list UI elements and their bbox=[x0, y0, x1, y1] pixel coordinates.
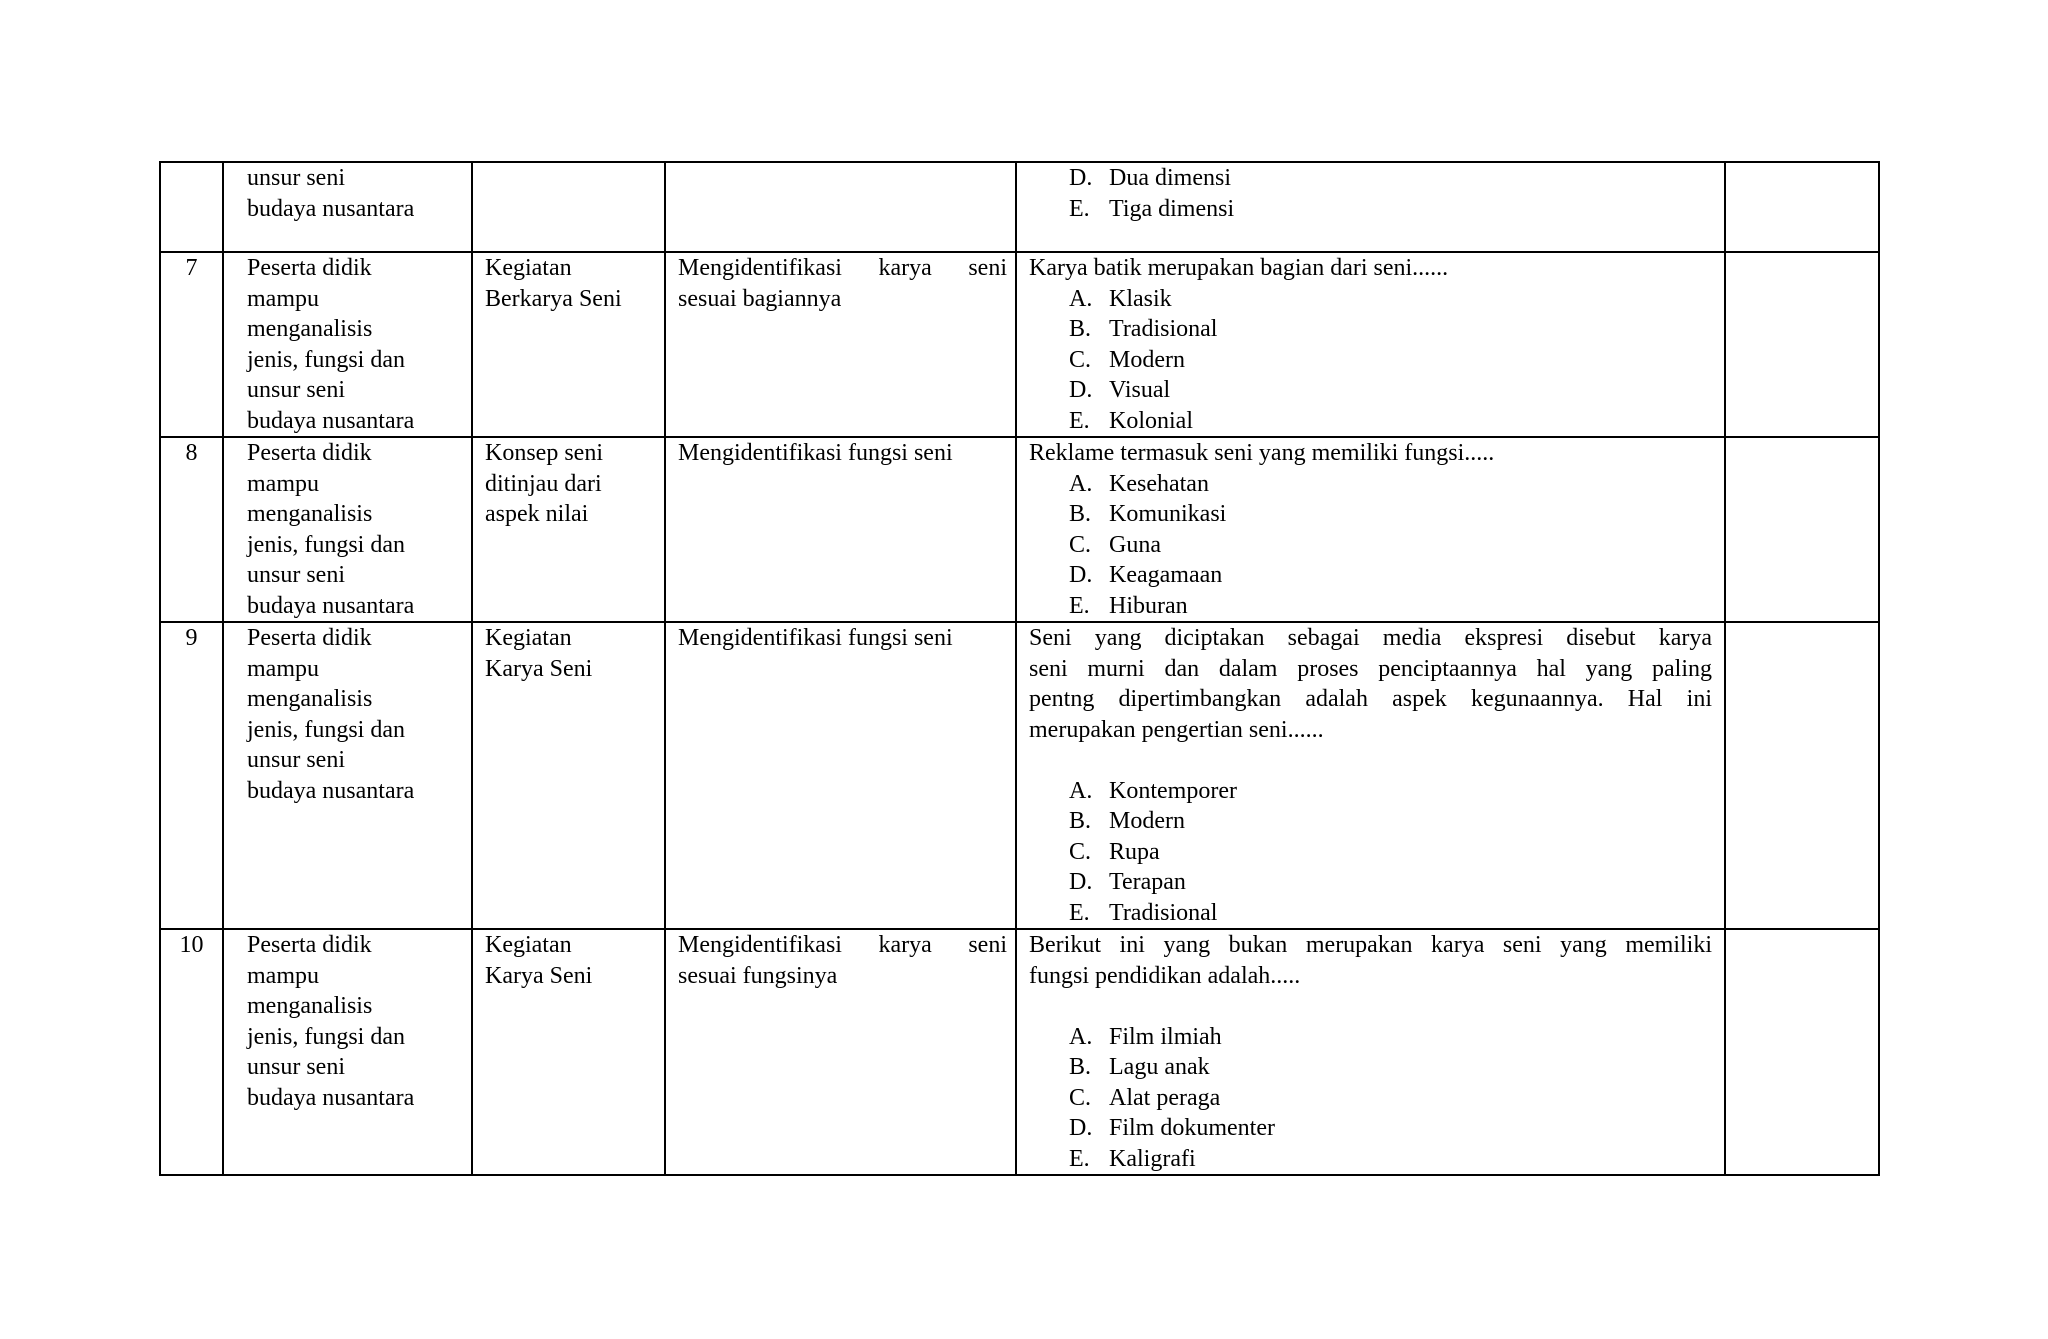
answer-option-text: Kontemporer bbox=[1109, 777, 1237, 804]
answer-option-text: Visual bbox=[1109, 377, 1171, 403]
indicator-text-line: Mengidentifikasi fungsi seni bbox=[678, 625, 953, 651]
answer-option-letter: D. bbox=[1069, 1115, 1093, 1141]
competency-text-line: mampu bbox=[247, 470, 319, 497]
competency-text-line: unsur seni bbox=[247, 562, 345, 588]
question-cell bbox=[1016, 929, 1725, 1175]
question-text-line: Seni yang diciptakan sebagai media ekspresi disebut karya bbox=[1029, 625, 1712, 651]
answer-option bbox=[1069, 1052, 1712, 1083]
answer-option-text: Modern bbox=[1109, 808, 1185, 834]
answer-option bbox=[1069, 591, 1712, 622]
material-cell bbox=[472, 929, 665, 1175]
answer-option bbox=[1069, 898, 1712, 929]
competency-text-line: Peserta didik bbox=[247, 255, 372, 281]
question-number-cell bbox=[160, 162, 223, 252]
competency-text-line: Peserta didik bbox=[247, 440, 372, 466]
answer-option bbox=[1069, 499, 1712, 530]
answer-option-letter: A. bbox=[1069, 285, 1093, 312]
answer-option-letter: D. bbox=[1069, 869, 1093, 895]
competency-text-line: jenis, fungsi dan bbox=[247, 716, 405, 743]
indicator-text-line: sesuai fungsinya bbox=[678, 962, 838, 989]
answer-option-text: Terapan bbox=[1109, 869, 1186, 895]
indicator-text-line: sesuai bagiannya bbox=[678, 285, 842, 312]
question-text-line: pentng dipertimbangkan adalah aspek kegunaannya. Hal ini bbox=[1029, 686, 1712, 712]
answer-option-letter: A. bbox=[1069, 777, 1093, 804]
competency-text-line: jenis, fungsi dan bbox=[247, 346, 405, 373]
answer-option bbox=[1069, 406, 1712, 437]
competency-text-line: mampu bbox=[247, 962, 319, 989]
question-text-line: seni murni dan dalam proses penciptaannya hal yang paling bbox=[1029, 655, 1712, 682]
question-row bbox=[160, 622, 1879, 929]
question-row bbox=[160, 437, 1879, 622]
competency-text-line: jenis, fungsi dan bbox=[247, 531, 405, 558]
question-cell bbox=[1016, 437, 1725, 622]
notes-cell bbox=[1725, 622, 1879, 929]
answer-option bbox=[1069, 345, 1712, 376]
answer-options-list bbox=[1069, 284, 1712, 437]
indicator-cell bbox=[665, 929, 1016, 1175]
answer-option bbox=[1069, 375, 1712, 406]
answer-option-text: Tradisional bbox=[1109, 316, 1218, 342]
material-cell bbox=[472, 437, 665, 622]
competency-cell bbox=[223, 929, 472, 1175]
answer-option-letter: E. bbox=[1069, 592, 1090, 619]
answer-option bbox=[1069, 469, 1712, 500]
material-text-line: Konsep seni bbox=[485, 440, 603, 466]
question-row bbox=[160, 252, 1879, 437]
competency-text-line: unsur seni bbox=[247, 747, 345, 773]
answer-option-text: Keagamaan bbox=[1109, 562, 1223, 588]
answer-option-letter: C. bbox=[1069, 531, 1092, 558]
competency-text-line: unsur seni bbox=[247, 377, 345, 403]
answer-option-letter: E. bbox=[1069, 899, 1090, 926]
answer-option-text: Tiga dimensi bbox=[1109, 195, 1235, 222]
competency-cell bbox=[223, 162, 472, 252]
notes-cell bbox=[1725, 252, 1879, 437]
indicator-text-line: Mengidentifikasi karya seni bbox=[678, 932, 1007, 958]
competency-text-line: unsur seni bbox=[247, 165, 345, 191]
answer-option-letter: E. bbox=[1069, 407, 1090, 434]
answer-option-letter: A. bbox=[1069, 470, 1093, 497]
answer-option-letter: B. bbox=[1069, 501, 1092, 527]
answer-options-list bbox=[1069, 1022, 1712, 1175]
material-text-line: aspek nilai bbox=[485, 501, 589, 527]
spacer bbox=[1029, 745, 1712, 776]
indicator-cell bbox=[665, 622, 1016, 929]
answer-option bbox=[1069, 314, 1712, 345]
question-text-line: merupakan pengertian seni...... bbox=[1029, 716, 1324, 743]
question-cell bbox=[1016, 252, 1725, 437]
competency-text-line: budaya nusantara bbox=[247, 777, 415, 804]
answer-option bbox=[1069, 1144, 1712, 1175]
answer-option-text: Alat peraga bbox=[1109, 1084, 1221, 1111]
indicator-text-line: Mengidentifikasi fungsi seni bbox=[678, 440, 953, 466]
competency-text-line: menganalisis bbox=[247, 686, 373, 712]
material-cell bbox=[472, 162, 665, 252]
notes-cell bbox=[1725, 162, 1879, 252]
competency-text-line: jenis, fungsi dan bbox=[247, 1023, 405, 1050]
answer-options-list bbox=[1069, 776, 1712, 929]
question-number-cell bbox=[160, 252, 223, 437]
answer-option-text: Klasik bbox=[1109, 285, 1172, 312]
question-cell bbox=[1016, 162, 1725, 252]
question-row bbox=[160, 929, 1879, 1175]
indicator-cell bbox=[665, 437, 1016, 622]
competency-cell bbox=[223, 252, 472, 437]
notes-cell bbox=[1725, 929, 1879, 1175]
material-text-line: Kegiatan bbox=[485, 255, 572, 281]
answer-option bbox=[1069, 837, 1712, 868]
material-text-line: ditinjau dari bbox=[485, 470, 602, 497]
answer-option bbox=[1069, 1083, 1712, 1114]
answer-option bbox=[1069, 1022, 1712, 1053]
question-number: 8 bbox=[185, 440, 198, 466]
answer-option bbox=[1069, 776, 1712, 807]
answer-option-letter: D. bbox=[1069, 562, 1093, 588]
answer-option-text: Dua dimensi bbox=[1109, 165, 1231, 191]
question-number: 9 bbox=[185, 625, 198, 651]
spacer bbox=[1029, 991, 1712, 1022]
answer-option-text: Film dokumenter bbox=[1109, 1115, 1275, 1141]
material-text-line: Kegiatan bbox=[485, 932, 572, 958]
question-number-cell bbox=[160, 622, 223, 929]
competency-text-line: budaya nusantara bbox=[247, 195, 415, 222]
competency-text-line: mampu bbox=[247, 285, 319, 312]
question-number: 10 bbox=[179, 932, 204, 958]
answer-option-letter: E. bbox=[1069, 195, 1090, 222]
question-grid-table bbox=[159, 161, 1880, 1176]
notes-cell bbox=[1725, 437, 1879, 622]
answer-option bbox=[1069, 284, 1712, 315]
question-text-line: fungsi pendidikan adalah..... bbox=[1029, 962, 1301, 989]
answer-option bbox=[1069, 163, 1712, 194]
answer-option-text: Modern bbox=[1109, 346, 1185, 373]
answer-option-text: Film ilmiah bbox=[1109, 1023, 1222, 1050]
competency-cell bbox=[223, 437, 472, 622]
question-text-line: Berikut ini yang bukan merupakan karya seni yang memiliki bbox=[1029, 932, 1712, 958]
material-text-line: Kegiatan bbox=[485, 625, 572, 651]
competency-text-line: menganalisis bbox=[247, 993, 373, 1019]
material-text-line: Karya Seni bbox=[485, 655, 593, 682]
answer-option bbox=[1069, 530, 1712, 561]
question-text-line: Karya batik merupakan bagian dari seni...... bbox=[1029, 255, 1449, 281]
answer-option-text: Lagu anak bbox=[1109, 1054, 1210, 1080]
answer-option-text: Tradisional bbox=[1109, 899, 1218, 926]
question-number-cell bbox=[160, 437, 223, 622]
competency-text-line: menganalisis bbox=[247, 501, 373, 527]
indicator-text-line: Mengidentifikasi karya seni bbox=[678, 255, 1007, 281]
answer-option-text: Kesehatan bbox=[1109, 470, 1209, 497]
question-number: 7 bbox=[185, 255, 198, 281]
competency-text-line: unsur seni bbox=[247, 1054, 345, 1080]
competency-text-line: mampu bbox=[247, 655, 319, 682]
question-text-line: Reklame termasuk seni yang memiliki fungsi..... bbox=[1029, 440, 1495, 466]
competency-text-line: Peserta didik bbox=[247, 625, 372, 651]
answer-option bbox=[1069, 806, 1712, 837]
question-number-cell bbox=[160, 929, 223, 1175]
material-cell bbox=[472, 252, 665, 437]
answer-option-text: Kolonial bbox=[1109, 407, 1193, 434]
material-cell bbox=[472, 622, 665, 929]
answer-option-letter: E. bbox=[1069, 1145, 1090, 1172]
answer-option-letter: B. bbox=[1069, 1054, 1092, 1080]
competency-text-line: menganalisis bbox=[247, 316, 373, 342]
answer-option bbox=[1069, 560, 1712, 591]
answer-option-letter: A. bbox=[1069, 1023, 1093, 1050]
answer-option-letter: C. bbox=[1069, 346, 1092, 373]
indicator-cell bbox=[665, 162, 1016, 252]
competency-text-line: Peserta didik bbox=[247, 932, 372, 958]
question-row bbox=[160, 162, 1879, 252]
question-cell bbox=[1016, 622, 1725, 929]
answer-option-letter: D. bbox=[1069, 165, 1093, 191]
answer-option-text: Komunikasi bbox=[1109, 501, 1227, 527]
answer-option-text: Hiburan bbox=[1109, 592, 1188, 619]
competency-text-line: budaya nusantara bbox=[247, 407, 415, 434]
answer-options-list bbox=[1069, 163, 1712, 224]
answer-option-letter: B. bbox=[1069, 316, 1092, 342]
answer-option bbox=[1069, 194, 1712, 225]
question-grid-body bbox=[160, 162, 1879, 1175]
answer-options-list bbox=[1069, 469, 1712, 622]
competency-text-line: budaya nusantara bbox=[247, 592, 415, 619]
material-text-line: Karya Seni bbox=[485, 962, 593, 989]
competency-cell bbox=[223, 622, 472, 929]
answer-option-letter: C. bbox=[1069, 838, 1092, 865]
material-text-line: Berkarya Seni bbox=[485, 285, 622, 312]
competency-text-line: budaya nusantara bbox=[247, 1084, 415, 1111]
answer-option-letter: C. bbox=[1069, 1084, 1092, 1111]
answer-option-letter: D. bbox=[1069, 377, 1093, 403]
answer-option-text: Kaligrafi bbox=[1109, 1145, 1196, 1172]
answer-option-text: Guna bbox=[1109, 531, 1161, 558]
answer-option-letter: B. bbox=[1069, 808, 1092, 834]
answer-option bbox=[1069, 867, 1712, 898]
answer-option bbox=[1069, 1113, 1712, 1144]
indicator-cell bbox=[665, 252, 1016, 437]
answer-option-text: Rupa bbox=[1109, 838, 1160, 865]
